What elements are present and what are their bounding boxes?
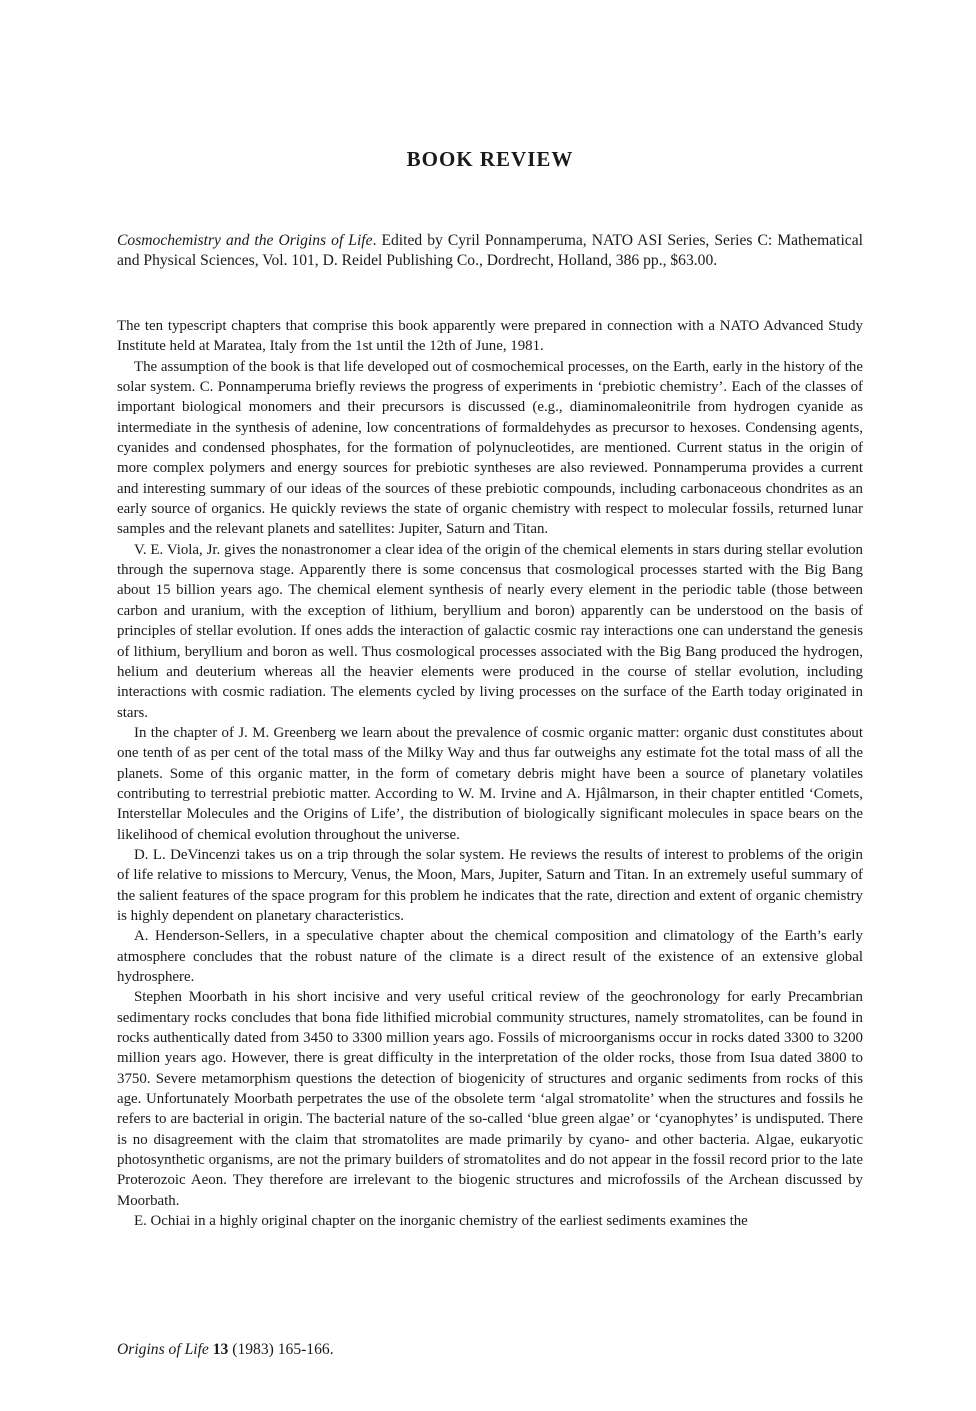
paragraph: In the chapter of J. M. Greenberg we learn about the prevalence of cosmic organic matter: organic dust constitutes about one tenth of as per cent of the total mass of the Milky Way and thus far outweighs any estimate fot the total mass of all the planets. Some of this organic matter, in the form of cometary debris might have been a source of planetary volatiles contributing to terrestrial prebiotic matter. According to W. M. Irvine and A. Hjâlmarson, in their chapter entitled ‘Comets, Interstellar Molecules and the Origins of Life’, the distribution of biologically significant molecules in space bears on the likelihood of chemical evolution throughout the universe. — [117, 724, 863, 843]
journal-volume: 13 — [212, 1341, 229, 1358]
paragraph: D. L. DeVincenzi takes us on a trip through the solar system. He reviews the results of interest to problems of the origin of life relative to missions to Mercury, Venus, the Moon, Mars, Jupiter, Saturn and Titan. In an extremely useful summary of the salient features of the space program for this problem he indicates that the rate, direction and extent of organic chemistry is highly dependent on planetary characteristics. — [117, 846, 863, 924]
paragraph: E. Ochiai in a highly original chapter on the inorganic chemistry of the earliest sediments examines the — [134, 1213, 748, 1230]
page-title: BOOK REVIEW — [406, 147, 574, 171]
paragraph: V. E. Viola, Jr. gives the nonastronomer a clear idea of the origin of the chemical elements in stars during stellar evolution through the supernova stage. Apparently there is some concensus that cosmological processes started with the Big Bang about 15 billion years ago. The chemical element synthesis of nearly every element in the periodic table (those between carbon and uranium, with the exception of lithium, beryllium and boron) apparently can be understood on the basis of principles of stellar evolution. If ones adds the interaction of galactic cosmic ray interactions one can understand the genesis of lithium, beryllium and boron as well. Thus cosmological processes associated with the Big Bang produced the hydrogen, helium and deuterium whereas all the heavier elements were produced in the course of stellar evolution, including interactions with cosmic radiation. The elements cycled by living processes on the surface of the Earth today originated in stars. — [117, 541, 863, 721]
citation-details: . Edited by Cyril Ponnamperuma, NATO ASI Series, Series C: Mathematical and Physical Sciences, Vol. 101, D. Reidel Publishing Co., Dordrecht, Holland, 386 pp., $63.00. — [117, 232, 863, 270]
journal-year-pages: (1983) 165-166. — [232, 1341, 334, 1358]
book-title: Cosmochemistry and the Origins of Life — [117, 232, 373, 249]
paragraph: Stephen Moorbath in his short incisive and very useful critical review of the geochronology for early Precambrian sedimentary rocks concludes that bona fide lithified microbial community structures, namely stromatolites, can be found in rocks authentically dated from 3450 to 3300 million years ago. Fossils of microorganisms occur in rocks dated 3300 to 3200 million years ago. However, there is great difficulty in the interpretation of the older rocks, those from Isua dated 3800 to 3750. Severe metamorphism questions the detection of biogenicity of structures and organic sediments from rocks of this age. Unfortunately Moorbath perpetrates the use of the obsolete term ‘algal stromatolite’ when the structures and fossils he refers to are bacterial in origin. The bacterial nature of the so-called ‘blue green algae’ or ‘cyanophytes’ is undisputed. There is no disagreement with the claim that stromatolites are made primarily by cyano- and other bacteria. Algae, eukaryotic photosynthetic organisms, are not the primary builders of stromatolites and do not appear in the fossil record prior to the late Proterozoic Aeon. They therefore are irrelevant to the biogenic structures and microfossils of the Archean discussed by Moorbath. — [117, 989, 863, 1209]
paragraph: The ten typescript chapters that comprise this book apparently were prepared in connection with a NATO Advanced Study Institute held at Maratea, Italy from the 1st until the 12th of June, 1981. — [117, 318, 863, 355]
review-body — [117, 316, 863, 1231]
journal-footer — [117, 1341, 334, 1359]
paragraph: The assumption of the book is that life developed out of cosmochemical processes, on the Earth, early in the history of the solar system. C. Ponnamperuma briefly reviews the progress of experiments in ‘prebiotic chemistry’. Each of the classes of important biological monomers and their precursors is discussed (e.g., diaminomaleonitrile from hydrogen cyanide as intermediate in the synthesis of adenine, low concentrations of formaldehydes as precursor to hexoses. Condensing agents, cyanides and condensed phosphates, for the formation of polynucleotides, are mentioned. Current status in the origin of more complex polymers and energy sources for prebiotic syntheses are also reviewed. Ponnamperuma provides a current and interesting summary of our ideas of the sources of these prebiotic compounds, including carbonaceous chondrites as an early source of organics. He quickly reviews the state of organic chemistry with respect to molecular fossils, returned lunar samples and the relevant planets and satellites: Jupiter, Saturn and Titan. — [117, 358, 863, 538]
paragraph: A. Henderson-Sellers, in a speculative chapter about the chemical composition and climatology of the Earth’s early atmosphere concludes that the robust nature of the climate is a direct result of the existence of an extensive global hydrosphere. — [117, 928, 863, 985]
book-citation — [117, 231, 863, 272]
journal-name: Origins of Life — [117, 1341, 209, 1358]
